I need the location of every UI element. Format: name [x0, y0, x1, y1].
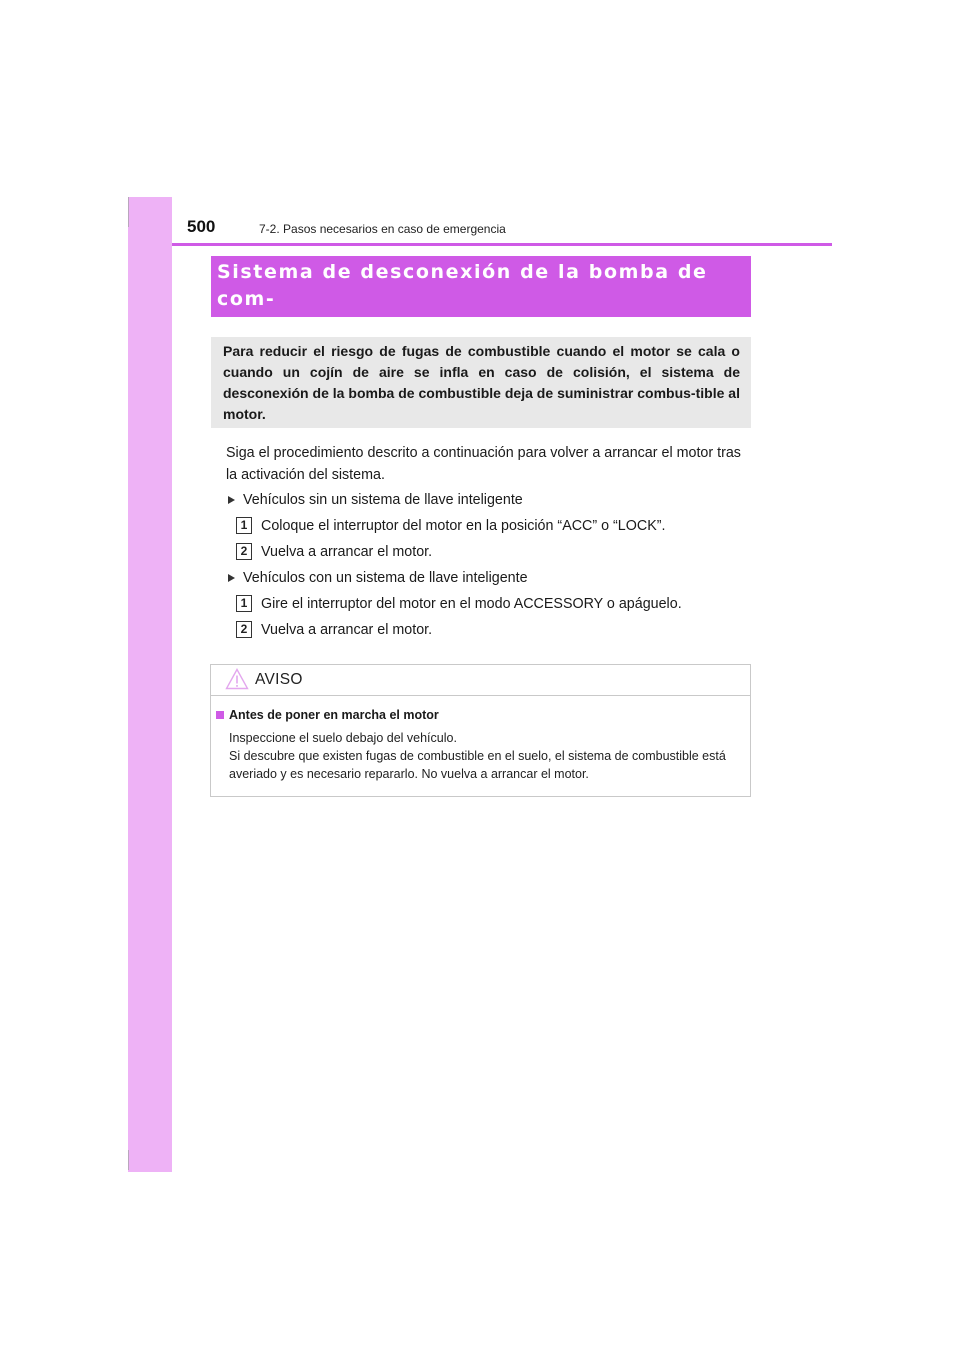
step-badge: 1: [236, 517, 252, 534]
warning-heading: Antes de poner en marcha el motor: [229, 708, 439, 722]
step-text: Vuelva a arrancar el motor.: [261, 622, 433, 638]
header-rule: [172, 243, 832, 246]
section-reference: 7-2. Pasos necesarios en caso de emergencia: [259, 222, 506, 236]
step-badge: 2: [236, 543, 252, 560]
warning-body: [229, 729, 749, 783]
warning-triangle-icon: [225, 668, 249, 695]
section-title-line-1: Sistema de desconexión de la bomba de com-: [217, 261, 708, 310]
side-tab-strip: [128, 197, 172, 1172]
intro-text: Para reducir el riesgo de fugas de combustible cuando el motor se cala o cuando un cojín de aire se infla en caso de colisión, el sistema de desconexión de la bomba de combustible deja de suministrar combus-tible al motor.: [223, 343, 740, 422]
triangle-bullet-icon: [228, 496, 235, 504]
triangle-bullet-icon: [228, 574, 235, 582]
step-text: Coloque el interruptor del motor en la posición “ACC” o “LOCK”.: [261, 518, 666, 534]
section-title-box: [211, 256, 751, 337]
group-label-smart-key: Vehículos con un sistema de llave inteligente: [243, 570, 528, 586]
step-text: Vuelva a arrancar el motor.: [261, 544, 433, 560]
side-edge-mark: [128, 197, 129, 227]
step-text: Gire el interruptor del motor en el modo ACCESSORY o apáguelo.: [261, 596, 682, 612]
page-number: 500: [187, 217, 216, 236]
warning-header: [211, 665, 750, 696]
square-bullet-icon: [216, 711, 224, 719]
warning-title: AVISO: [255, 671, 303, 688]
group-label-no-smart-key: Vehículos sin un sistema de llave inteligente: [243, 492, 523, 508]
step-badge: 2: [236, 621, 252, 638]
section-title-line-2: bustible (motor de gasolina): [217, 315, 568, 337]
warning-box: [210, 664, 751, 797]
intro-box: [211, 337, 751, 428]
warning-line-2: Si descubre que existen fugas de combustible en el suelo, el sistema de combustible está averiado y es necesario repararlo. No vuelva a arrancar el motor.: [229, 749, 726, 781]
body-lead-paragraph: Siga el procedimiento descrito a continuación para volver a arrancar el motor tras la activación del sistema.: [226, 445, 741, 483]
side-edge-mark: [128, 1150, 129, 1170]
warning-line-1: Inspeccione el suelo debajo del vehículo.: [229, 731, 457, 745]
step-badge: 1: [236, 595, 252, 612]
